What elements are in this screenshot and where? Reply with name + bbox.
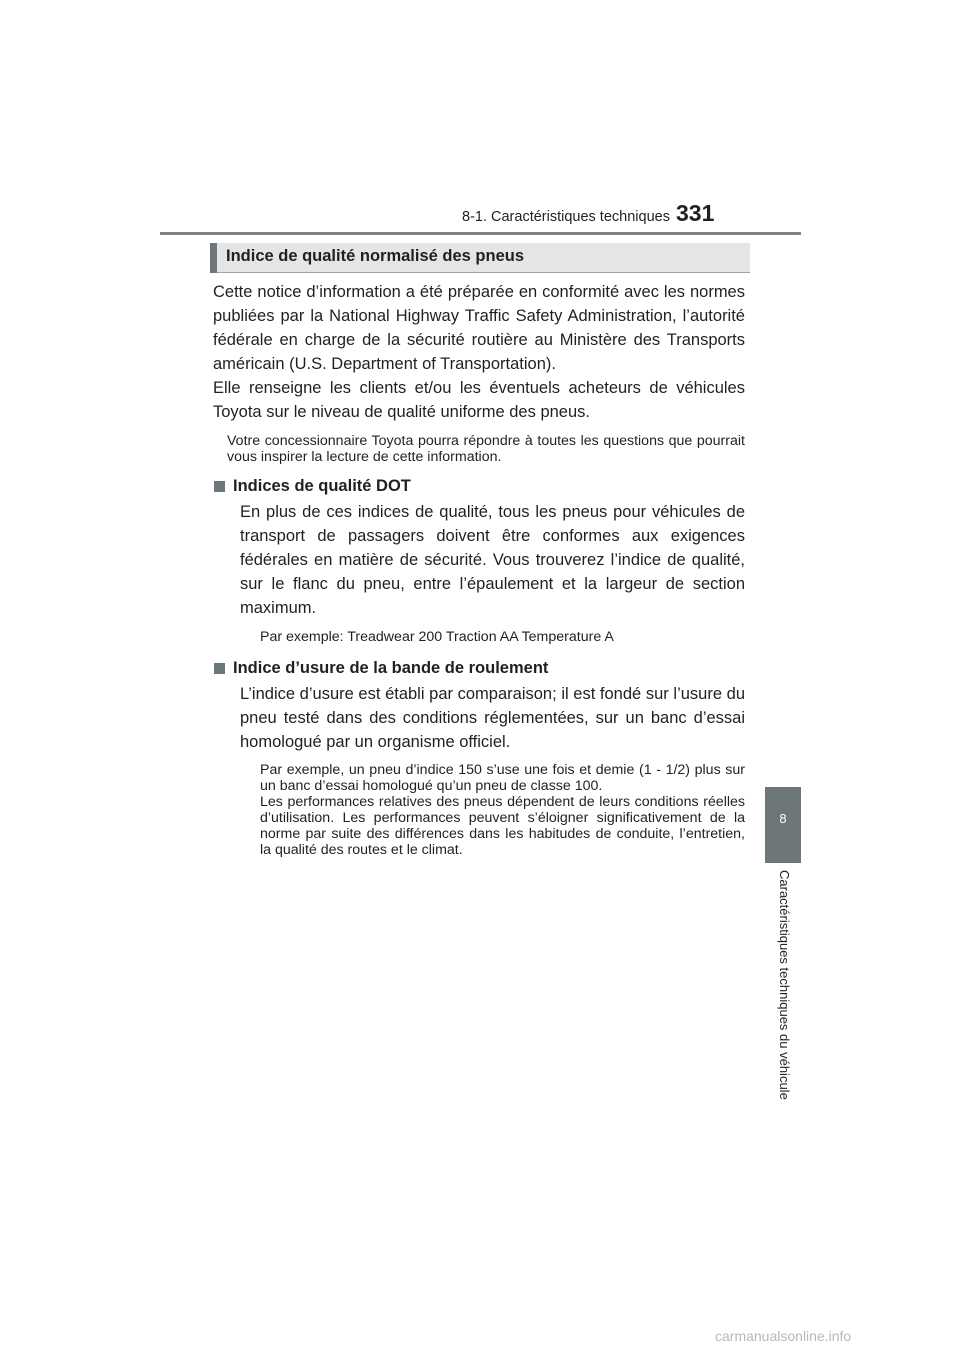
subsection-title: Indices de qualité DOT xyxy=(233,476,411,495)
page-number: 331 xyxy=(676,200,715,226)
section-title: Indice de qualité normalisé des pneus xyxy=(226,247,524,265)
square-bullet-icon xyxy=(214,481,225,492)
header-rule xyxy=(160,232,800,235)
watermark: carmanualsonline.info xyxy=(715,1328,852,1344)
chapter-side-label: Caractéristiques techniques du véhicule xyxy=(777,870,792,1100)
chapter-tab-number: 8 xyxy=(779,811,787,826)
side-tab-rule xyxy=(765,232,801,235)
intro-note: Votre concessionnaire Toyota pourra répondre à toutes les questions que pourrait vous inspirer la lecture de cette information. xyxy=(227,433,745,465)
intro-paragraph: Cette notice d’information a été préparée en conformité avec les normes publiées par la National Highway Traffic Safety Administration, l’autorité fédérale en charge de la sécurité routière au Ministère des Transports américain (U.S. Department of Transportation). xyxy=(213,283,745,373)
subsection-title: Indice d’usure de la bande de roulement xyxy=(233,658,549,677)
performance-note: Les performances relatives des pneus dépendent de leurs conditions réelles d’utilisation. Les performances peuvent s’éloigner significativement de la norme par suite des différences dans les habitudes de conduite, l’entretien, la qualité des routes et le climat. xyxy=(260,794,745,858)
subsection-heading-dot xyxy=(213,474,745,498)
page-header xyxy=(0,0,960,240)
subsection-heading-treadwear xyxy=(213,656,745,680)
section-heading-bar xyxy=(210,243,750,273)
example-note: Par exemple: Treadwear 200 Traction AA Temperature A xyxy=(260,629,614,645)
chapter-reference: 8-1. Caractéristiques techniques xyxy=(462,209,670,225)
intro-paragraph-2: Elle renseigne les clients et/ou les éventuels acheteurs de véhicules Toyota sur le niveau de qualité uniforme des pneus. xyxy=(213,379,745,421)
example-note: Par exemple, un pneu d’indice 150 s’use une fois et demie (1 - 1/2) plus sur un banc d’essai homologué qu’un pneu de classe 100. xyxy=(260,762,745,794)
section-accent-block xyxy=(210,243,217,273)
square-bullet-icon xyxy=(214,663,225,674)
chapter-side-tab xyxy=(765,787,801,863)
subsection-paragraph: En plus de ces indices de qualité, tous les pneus pour véhicules de transport de passagers doivent être conformes aux exigences fédérales en matière de sécurité. Vous trouverez l’indice de qualité, sur le flanc du pneu, entre l’épaulement et la largeur de section maximum. xyxy=(240,503,745,617)
subsection-paragraph: L’indice d’usure est établi par comparaison; il est fondé sur l’usure du pneu testé dans des conditions réglementées, sur un banc d’essai homologué par un organisme officiel. xyxy=(240,685,745,751)
page-content xyxy=(213,280,745,858)
